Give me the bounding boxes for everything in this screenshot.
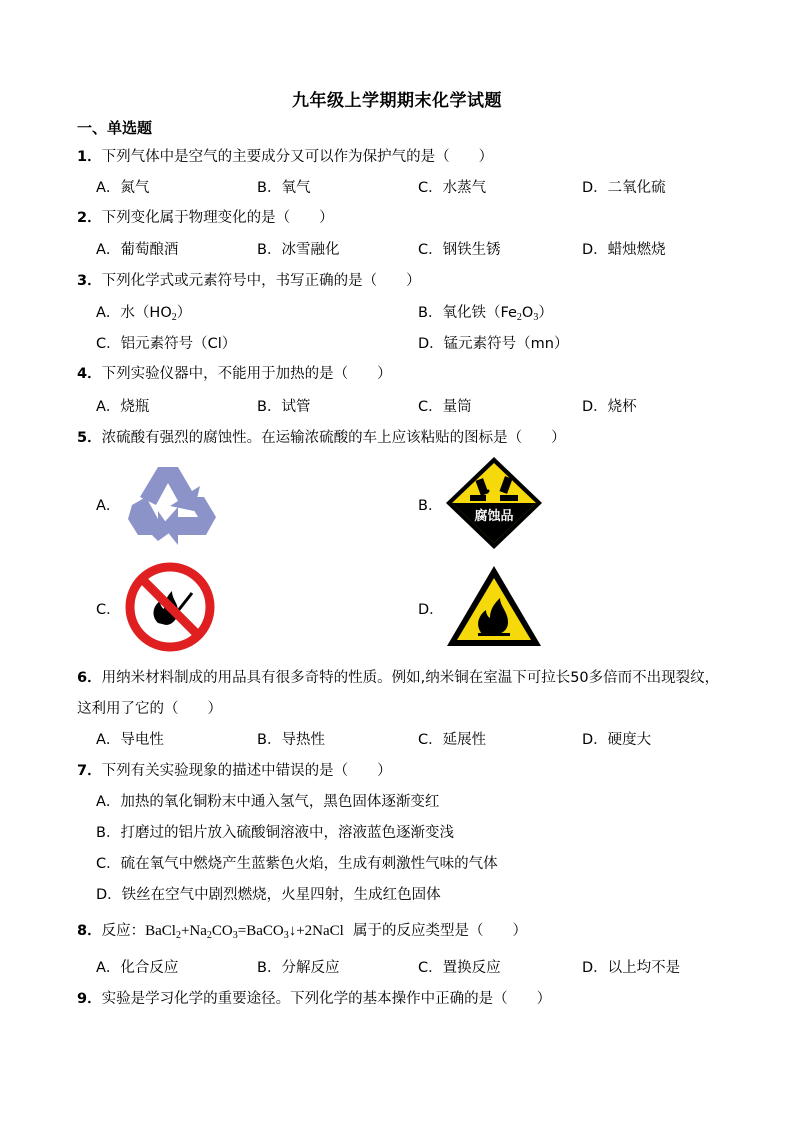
- option-c: C．水蒸气: [418, 180, 487, 196]
- option-d: D．: [418, 602, 444, 618]
- question-6: [77, 666, 719, 687]
- question-number: 6．: [77, 670, 102, 686]
- option-d: D．以上均不是: [582, 960, 681, 976]
- option-b: B．氧气: [257, 180, 311, 196]
- question-text: 下列实验仪器中，不能用于加热的是（ ）: [101, 366, 392, 382]
- corrosive-label: 腐蚀品: [474, 509, 514, 524]
- option-d: D．烧杯: [582, 399, 637, 415]
- question-number: 7．: [77, 763, 102, 779]
- option-b: B．: [418, 498, 443, 514]
- option-a: A．化合反应: [96, 960, 179, 976]
- option-c: C．: [96, 602, 121, 618]
- option-a: A．氮气: [96, 180, 150, 196]
- option-a: A．烧瓶: [96, 399, 150, 415]
- question-number: 4．: [77, 366, 102, 382]
- question-5: [77, 426, 566, 447]
- option-b: B．冰雪融化: [257, 242, 340, 258]
- question-8: [77, 919, 527, 941]
- option-c: C．硫在氧气中燃烧产生蓝紫色火焰，生成有刺激性气味的气体: [96, 856, 498, 872]
- option-c: C．置换反应: [418, 960, 501, 976]
- option-d: D．硬度大: [582, 732, 652, 748]
- question-text: 下列化学式或元素符号中，书写正确的是（ ）: [101, 273, 421, 289]
- question-text: 浓硫酸有强烈的腐蚀性。在运输浓硫酸的车上应该粘贴的图标是（ ）: [101, 430, 566, 446]
- option-b: B．氧化铁$(Fe_2O_3)$: [418, 305, 553, 323]
- question-text-suffix: 属于的反应类型是（ ）: [353, 923, 528, 939]
- option-a: A．: [96, 498, 121, 514]
- question-number: 5．: [77, 430, 102, 446]
- question-number: 3．: [77, 273, 102, 289]
- option-c: C．铝元素符号（Cl）: [96, 336, 237, 352]
- flammable-sign-icon: [444, 562, 544, 650]
- question-text: 实验是学习化学的重要途径。下列化学的基本操作中正确的是（ ）: [101, 991, 552, 1007]
- option-d: D．铁丝在空气中剧烈燃烧，火星四射，生成红色固体: [96, 887, 441, 903]
- recycle-icon: [124, 461, 220, 547]
- question-text: 下列变化属于物理变化的是（ ）: [101, 210, 334, 226]
- question-1: [77, 145, 493, 166]
- option-c: C．量筒: [418, 399, 472, 415]
- question-text-prefix: 反应：: [101, 923, 146, 939]
- question-7: [77, 759, 392, 780]
- question-number: 2．: [77, 210, 102, 226]
- option-c: C．延展性: [418, 732, 487, 748]
- question-2: [77, 206, 334, 227]
- question-6-continued: 这利用了它的（ ）: [77, 701, 222, 717]
- option-d: D．锰元素符号（mn）: [418, 336, 569, 352]
- option-b: B．打磨过的铝片放入硫酸铜溶液中，溶液蓝色逐渐变浅: [96, 825, 454, 841]
- option-a: A．加热的氧化铜粉末中通入氢气，黑色固体逐渐变红: [96, 794, 440, 810]
- question-text: 下列气体中是空气的主要成分又可以作为保护气的是（ ）: [101, 149, 494, 165]
- question-number: 1．: [77, 149, 102, 165]
- option-a: A．导电性: [96, 732, 164, 748]
- option-d: D．二氧化硫: [582, 180, 666, 196]
- no-fire-icon: [124, 561, 216, 653]
- question-3: [77, 269, 421, 290]
- page-title: 九年级上学期期末化学试题: [292, 91, 502, 111]
- option-d: D．蜡烛燃烧: [582, 242, 666, 258]
- question-number: 9．: [77, 991, 102, 1007]
- question-text: 用纳米材料制成的用品具有很多奇特的性质。例如,纳米铜在室温下可拉长50多倍而不出现裂纹，: [101, 670, 720, 686]
- option-c: C．钢铁生锈: [418, 242, 501, 258]
- chemical-equation: $BaCl_2+Na_2CO_3=BaCO_3↓+2NaCl$: [145, 923, 344, 941]
- option-a: A．葡萄酿酒: [96, 242, 179, 258]
- question-text: 下列有关实验现象的描述中错误的是（ ）: [101, 763, 392, 779]
- question-9: [77, 987, 551, 1008]
- option-a: A．水$(HO_2)$: [96, 305, 192, 323]
- option-b: B．导热性: [257, 732, 325, 748]
- section-heading: 一、单选题: [77, 119, 153, 137]
- option-b: B．分解反应: [257, 960, 340, 976]
- option-b: B．试管: [257, 399, 311, 415]
- question-number: 8．: [77, 923, 102, 939]
- question-4: [77, 362, 392, 383]
- corrosive-sign-icon: [444, 455, 544, 551]
